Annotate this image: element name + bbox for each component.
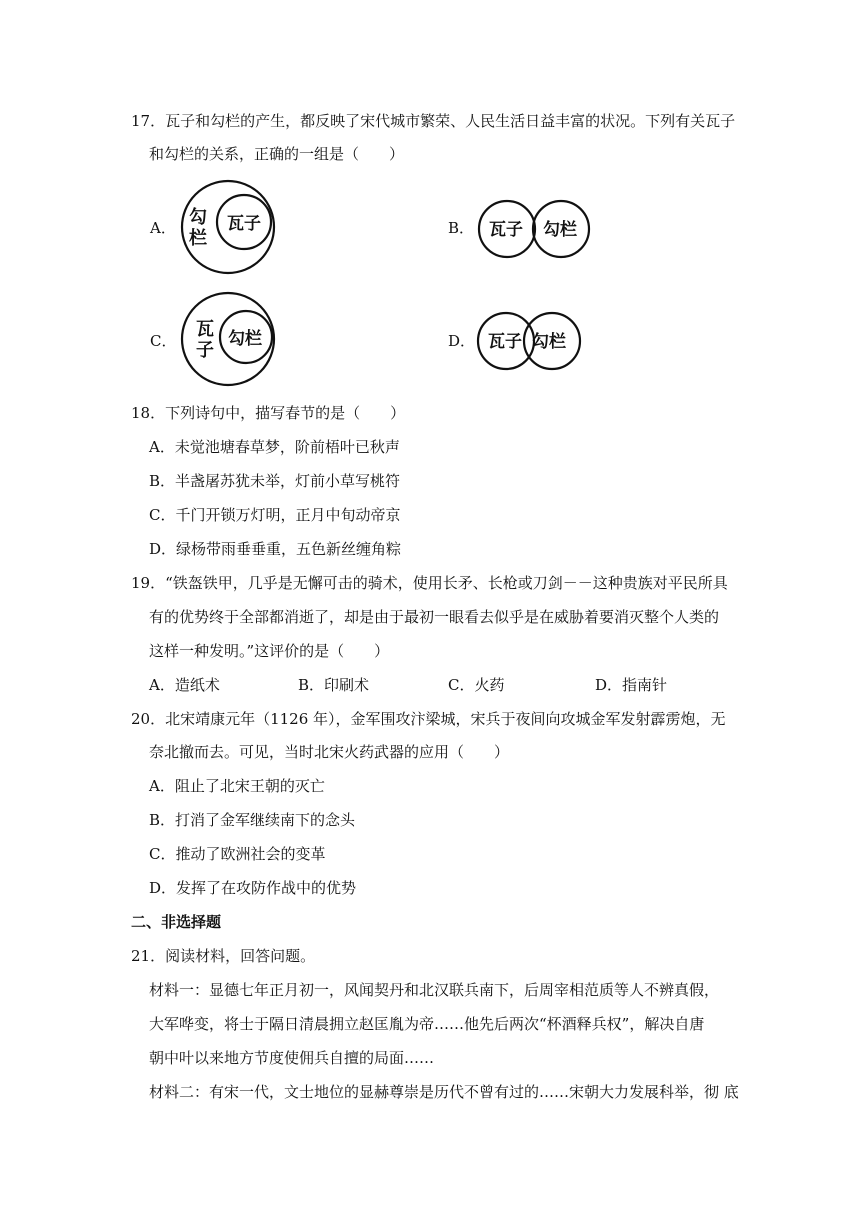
q18-option-c[interactable]: C．千门开锁万灯明，正月中旬动帝京 [149,506,401,524]
q17-b-right-text: 勾栏 [543,220,577,240]
q21-stem: 21．阅读材料，回答问题。 [131,947,316,965]
q17-option-a-diagram[interactable] [178,178,278,276]
q17-stem-line1: 17．瓦子和勾栏的产生，都反映了宋代城市繁荣、人民生活日益丰富的状况。下列有关瓦子 [131,112,736,130]
q17-option-c-diagram[interactable] [178,290,278,388]
q20-stem-line1: 20．北宋靖康元年（1126 年），金军围攻汴梁城，宋兵于夜间向攻城金军发射霹雳炮，无 [131,710,726,728]
q17-stem-line2: 和勾栏的关系，正确的一组是（ ） [149,145,405,163]
q17-option-d-diagram[interactable] [474,310,586,372]
q17-option-a-label[interactable]: A． [150,219,176,237]
q18-stem: 18．下列诗句中，描写春节的是（ ） [131,404,406,422]
q18-option-d[interactable]: D．绿杨带雨垂垂重，五色新丝缠角粽 [149,540,402,558]
q21-material2-line1: 材料二：有宋一代，文士地位的显赫尊崇是历代不曾有过的……宋朝大力发展科举，彻 底 [149,1083,739,1101]
q17-option-b-label[interactable]: B． [448,219,475,237]
q21-material1-line2: 大军哗变，将士于隔日清晨拥立赵匡胤为帝……他先后两次“杯酒释兵权”，解决自唐 [149,1015,705,1033]
q19-stem-line1: 19．“铁盔铁甲，几乎是无懈可击的骑术，使用长矛、长枪或刀剑－－这种贵族对平民所具 [131,574,728,592]
q20-stem-line2: 奈北撤而去。可见，当时北宋火药武器的应用（ ） [149,743,510,761]
q17-c-inner-text: 勾栏 [228,329,262,349]
q17-a-outer-char2: 栏 [189,228,207,249]
q17-option-d-label[interactable]: D． [448,332,476,350]
section-2-title: 二、非选择题 [131,913,222,931]
q17-c-outer-char2: 子 [196,340,214,361]
q21-material1-line1: 材料一：显德七年正月初一，风闻契丹和北汉联兵南下，后周宰相范质等人不辨真假， [149,981,720,999]
q17-d-right-text: 勾栏 [532,332,566,352]
q17-b-left-text: 瓦子 [489,220,523,240]
q17-d-left-text: 瓦子 [488,332,522,352]
q18-option-b[interactable]: B．半盏屠苏犹未举，灯前小草写桃符 [149,472,401,490]
q19-option-a[interactable]: A．造纸术 [149,676,220,694]
q19-option-c[interactable]: C．火药 [448,676,505,694]
q19-option-b[interactable]: B．印刷术 [298,676,370,694]
q19-stem-line3: 这样一种发明。”这评价的是（ ） [149,642,390,660]
q20-option-a[interactable]: A．阻止了北宋王朝的灭亡 [149,777,325,795]
q20-option-d[interactable]: D．发挥了在攻防作战中的优势 [149,879,357,897]
q18-option-a[interactable]: A．未觉池塘春草梦，阶前梧叶已秋声 [149,438,400,456]
q17-option-b-diagram[interactable] [474,198,594,260]
q20-option-c[interactable]: C．推动了欧洲社会的变革 [149,845,326,863]
q17-a-outer-char1: 勾 [189,207,207,228]
q19-stem-line2: 有的优势终于全部都消逝了，却是由于最初一眼看去似乎是在威胁着要消灭整个人类的 [149,608,720,626]
q21-material1-line3: 朝中叶以来地方节度使佣兵自擅的局面…… [149,1049,435,1067]
q17-option-c-label[interactable]: C． [150,332,177,350]
q17-a-inner-text: 瓦子 [227,214,261,234]
q20-option-b[interactable]: B．打消了金军继续南下的念头 [149,811,356,829]
q17-c-outer-char1: 瓦 [196,319,214,340]
q19-option-d[interactable]: D．指南针 [595,676,668,694]
